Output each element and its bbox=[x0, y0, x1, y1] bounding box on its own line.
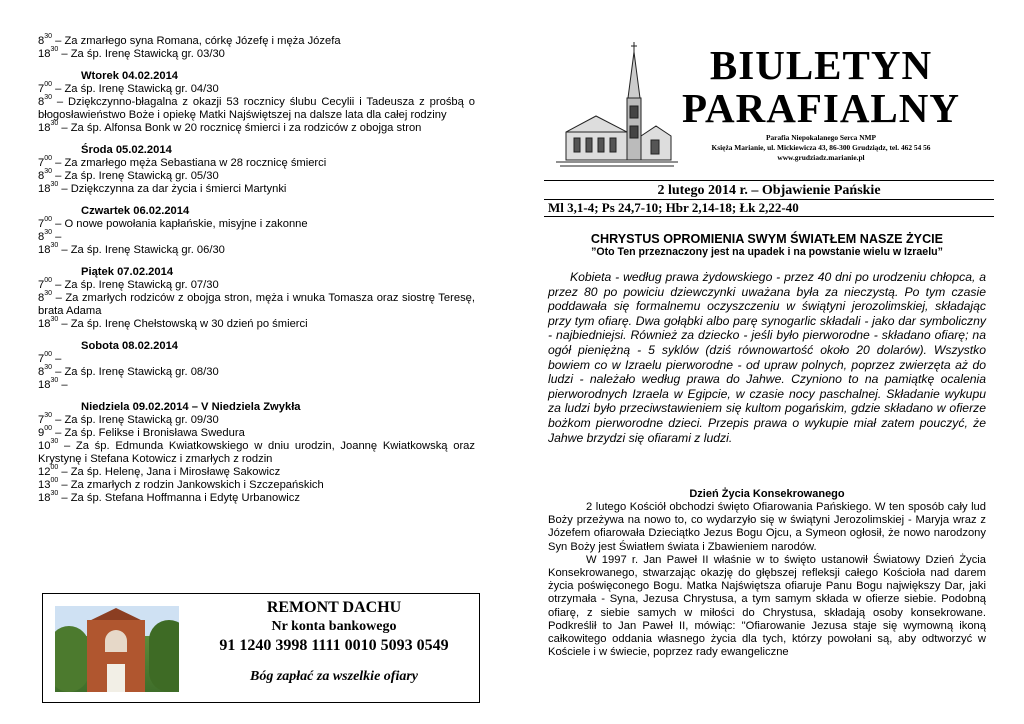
mass-entry bbox=[38, 279, 475, 292]
mass-entry bbox=[38, 353, 475, 366]
parish-website: www.grudziadz.marianie.pl bbox=[777, 153, 865, 162]
mass-schedule bbox=[38, 35, 475, 505]
day-heading: Niedziela 09.02.2014 – V Niedziela Zwykła bbox=[81, 401, 301, 413]
thanks-text: Bóg zapłać za wszelkie ofiary bbox=[250, 669, 418, 684]
mass-entry bbox=[38, 479, 475, 492]
mass-intention: – Za zmarłego męża Sebastiana w 28 rocznicę śmierci bbox=[52, 157, 327, 169]
day-heading: Czwartek 06.02.2014 bbox=[81, 205, 190, 217]
mass-time-minutes: 00 bbox=[44, 216, 53, 224]
mass-time-minutes: 00 bbox=[44, 425, 53, 433]
mass-time-minutes: 30 bbox=[50, 181, 59, 189]
masthead bbox=[676, 44, 966, 163]
mass-intention: – Za śp. Irenę Stawicką gr. 03/30 bbox=[58, 48, 225, 60]
mass-time-minutes: 30 bbox=[44, 364, 53, 372]
mass-intention: – bbox=[52, 231, 62, 243]
divider-top bbox=[544, 180, 994, 181]
mass-entry bbox=[38, 83, 475, 96]
mass-time-minutes: 00 bbox=[44, 81, 53, 89]
readings: Ml 3,1-4; Ps 24,7-10; Hbr 2,14-18; Łk 2,22-40 bbox=[548, 200, 799, 215]
mass-time-minutes: 00 bbox=[50, 477, 59, 485]
mass-time: 18 bbox=[38, 244, 51, 256]
mass-entry bbox=[38, 427, 475, 440]
mass-time: 8 bbox=[38, 96, 45, 108]
mass-entry bbox=[38, 157, 475, 170]
mass-intention: – Za śp. Alfonsa Bonk w 20 rocznicę śmierci i za rodziców z obojga stron bbox=[58, 122, 422, 134]
section-paragraph-2: W 1997 r. Jan Paweł II właśnie w to święto ustanowił Światowy Dzień Życia Konsekrowanego, stwarzając okazję do głębszej refleksji całego Kościoła nad darem życia poświęconego Bogu. Matka Najświętsza ofiaruje Panu Bogu największy Dar, jaki otrzymała - Syna, Jezusa Chrystusa, a tym samym składa w ofierze siebie. Podobną ofiarę, z siebie samych w miłości do Chrystusa, składają osoby konsekrowane. Podkreślił to Jan Paweł II, mówiąc: "Ofiarowanie Jezusa staje się wymowną ikoną całkowitego oddania własnego życia dla tych, którzy powołani są, aby odtworzyć w Kościele i w świecie, poprzez rady ewangeliczne bbox=[548, 553, 986, 659]
mass-intention: – Za śp. Irenę Chełstowską w 30 dzień po śmierci bbox=[58, 318, 308, 330]
mass-time-minutes: 30 bbox=[44, 290, 53, 298]
mass-entry bbox=[38, 218, 475, 231]
mass-time: 7 bbox=[38, 157, 45, 169]
issue-date: 2 lutego 2014 r. – Objawienie Pańskie bbox=[657, 183, 881, 198]
day-heading: Środa 05.02.2014 bbox=[81, 144, 172, 156]
mass-entry bbox=[38, 492, 475, 505]
mass-entry bbox=[38, 292, 475, 318]
account-label: Nr konta bankowego bbox=[271, 619, 397, 634]
mass-time: 9 bbox=[38, 427, 45, 439]
mass-entry bbox=[38, 318, 475, 331]
mass-time-minutes: 30 bbox=[44, 33, 53, 41]
mass-time-minutes: 00 bbox=[44, 351, 53, 359]
mass-entry bbox=[38, 414, 475, 427]
divider-bottom bbox=[544, 216, 994, 217]
mass-entry bbox=[38, 183, 475, 196]
mass-time-minutes: 30 bbox=[50, 46, 59, 54]
mass-time: 8 bbox=[38, 35, 45, 47]
mass-entry bbox=[38, 231, 475, 244]
mass-intention: – bbox=[52, 353, 62, 365]
section-body bbox=[548, 501, 986, 659]
mass-time: 7 bbox=[38, 414, 45, 426]
mass-time-minutes: 30 bbox=[50, 438, 59, 446]
mass-entry bbox=[38, 366, 475, 379]
mass-intention: – Za śp. Felikse i Bronisława Swedura bbox=[52, 427, 245, 439]
day-heading: Sobota 08.02.2014 bbox=[81, 340, 179, 352]
mass-time: 18 bbox=[38, 318, 51, 330]
article-heading: CHRYSTUS OPROMIENIA SWYM ŚWIATŁEM NASZE ŻYCIE bbox=[590, 232, 944, 246]
mass-time: 8 bbox=[38, 170, 45, 182]
mass-time: 18 bbox=[38, 48, 51, 60]
mass-time: 18 bbox=[38, 122, 51, 134]
article-header bbox=[548, 232, 986, 259]
mass-time-minutes: 00 bbox=[50, 464, 59, 472]
mass-intention: – Za zmarłych rodziców z obojga stron, męża i wnuka Tomasza oraz siostrę Teresę, brata Adama bbox=[38, 292, 475, 317]
mass-entry bbox=[38, 96, 475, 122]
mass-entry bbox=[38, 122, 475, 135]
account-number: 91 1240 3998 1111 0010 5093 0549 bbox=[219, 637, 449, 654]
mass-entry bbox=[38, 48, 475, 61]
mass-time-minutes: 00 bbox=[44, 277, 53, 285]
section-paragraph-1: 2 lutego Kościół obchodzi święto Ofiarowania Pańskiego. W ten sposób cały lud Boży przeżywa na nowo to, co wydarzyło się w świątyni Jerozolimskiej - Maryja wraz z Józefem ofiarowała Dzieciątko Jezus Bogu Ojcu, a Symeon ogłosił, że nowo narodzony Syn Boży jest Światłem świata i Zbawieniem narodów. bbox=[548, 501, 986, 553]
mass-entry bbox=[38, 170, 475, 183]
mass-time-minutes: 30 bbox=[50, 490, 59, 498]
mass-time: 7 bbox=[38, 218, 45, 230]
mass-time: 8 bbox=[38, 292, 45, 304]
mass-intention: – Za śp. Irenę Stawicką gr. 06/30 bbox=[58, 244, 225, 256]
mass-time-minutes: 30 bbox=[50, 316, 59, 324]
mass-intention: – Za śp. Irenę Stawicką gr. 07/30 bbox=[52, 279, 219, 291]
mass-time-minutes: 30 bbox=[44, 94, 53, 102]
masthead-title-1: BIULETYN bbox=[709, 42, 933, 88]
mass-time: 18 bbox=[38, 492, 51, 504]
mass-time-minutes: 30 bbox=[50, 242, 59, 250]
mass-intention: – Dziękczynna za dar życia i śmierci Martynki bbox=[58, 183, 287, 195]
mass-time: 7 bbox=[38, 279, 45, 291]
day-heading: Piątek 07.02.2014 bbox=[81, 266, 174, 278]
parish-address: Księża Marianie, ul. Mickiewicza 43, 86-300 Grudziądz, tel. 462 54 56 bbox=[711, 143, 931, 152]
mass-time: 7 bbox=[38, 353, 45, 365]
mass-entry bbox=[38, 440, 475, 466]
church-photo bbox=[55, 606, 179, 692]
mass-time: 13 bbox=[38, 479, 51, 491]
mass-intention: – O nowe powołania kapłańskie, misyjne i zakonne bbox=[52, 218, 308, 230]
mass-time: 18 bbox=[38, 183, 51, 195]
mass-intention: – Za śp. Irenę Stawicką gr. 08/30 bbox=[52, 366, 219, 378]
mass-intention: – Dziękczynno-błagalna z okazji 53 rocznicy ślubu Cecylii i Tadeusza z prośbą o błogosławieństwo Boże i opiekę Matki Najświętszej na dalsze lata dla całej rodziny bbox=[38, 96, 475, 121]
mass-time: 8 bbox=[38, 231, 45, 243]
mass-intention: – Za śp. Stefana Hoffmanna i Edytę Urbanowicz bbox=[58, 492, 300, 504]
parish-name: Parafia Niepokalanego Serca NMP bbox=[765, 133, 877, 142]
mass-time-minutes: 30 bbox=[44, 168, 53, 176]
mass-intention: – Za śp. Irenę Stawicką gr. 05/30 bbox=[52, 170, 219, 182]
roof-renovation-box bbox=[42, 593, 480, 703]
mass-time-minutes: 30 bbox=[50, 120, 59, 128]
mass-time: 7 bbox=[38, 83, 45, 95]
mass-intention: – Za zmarłego syna Romana, córkę Józefę i męża Józefa bbox=[52, 35, 341, 47]
mass-intention: – Za śp. Edmunda Kwiatkowskiego w dniu urodzin, Joannę Kwiatkowską oraz Krystynę i Stefana Kotowicz i zmarłych z rodzin bbox=[38, 440, 475, 465]
mass-time: 10 bbox=[38, 440, 51, 452]
mass-time-minutes: 00 bbox=[44, 155, 53, 163]
mass-entry bbox=[38, 35, 475, 48]
mass-time: 18 bbox=[38, 379, 51, 391]
mass-intention: – bbox=[58, 379, 68, 391]
article-subheading: ”Oto Ten przeznaczony jest na upadek i na powstanie wielu w Izraelu” bbox=[591, 246, 943, 258]
mass-intention: – Za śp. Irenę Stawicką gr. 04/30 bbox=[52, 83, 219, 95]
mass-intention: – Za zmarłych z rodzin Jankowskich i Szczepańskich bbox=[58, 479, 324, 491]
mass-intention: – Za śp. Irenę Stawicką gr. 09/30 bbox=[52, 414, 219, 426]
mass-time: 12 bbox=[38, 466, 51, 478]
church-drawing-icon bbox=[556, 40, 678, 170]
mass-entry bbox=[38, 466, 475, 479]
mass-time-minutes: 30 bbox=[44, 412, 53, 420]
mass-entry bbox=[38, 244, 475, 257]
article-body: Kobieta - według prawa żydowskiego - przez 40 dni po urodzeniu chłopca, a przez 80 po powiciu dziewczynki uważana była za nieczystą. Po tym czasie poddawała się formalnemu oczyszczeniu w świątyni jerozolimskiej, składając przy tym ofiarę. Dwa gołąbki albo parę synogarlic składali - jako dar symboliczny - najbiedniejsi. Również za dziecko - jeśli było pierworodne - składano ofiarę; na ogół pieniężną - 5 syklów (dziś równowartość około 20 dolarów). Wszystko bowiem co w Izraelu pierworodne - od upraw polnych, poprzez zwierzęta aż do ludzi - należało według prawa do Jahwe. Czyniono to na pamiątkę ocalenia pierworodnych Izraela w Egipcie, w czasie nocy paschalnej. Składanie wykupu za ludzi było przeciwstawieniem się kultom pogańskim, gdzie składano w ofierze bożkom pierworodne dzieci. Przepis prawa o wykupie miał zatem pouczyć, że Jahwe brzydzi się ofiarami z ludzi. bbox=[548, 270, 986, 445]
section-heading: Dzień Życia Konsekrowanego bbox=[689, 488, 845, 500]
mass-time-minutes: 30 bbox=[50, 377, 59, 385]
mass-entry bbox=[38, 379, 475, 392]
mass-intention: – Za śp. Helenę, Jana i Mirosławę Sakowicz bbox=[58, 466, 281, 478]
mass-time: 8 bbox=[38, 366, 45, 378]
masthead-title-2: PARAFIALNY bbox=[681, 85, 960, 131]
day-heading: Wtorek 04.02.2014 bbox=[81, 70, 179, 82]
remont-title: REMONT DACHU bbox=[266, 599, 402, 616]
mass-time-minutes: 30 bbox=[44, 229, 53, 237]
